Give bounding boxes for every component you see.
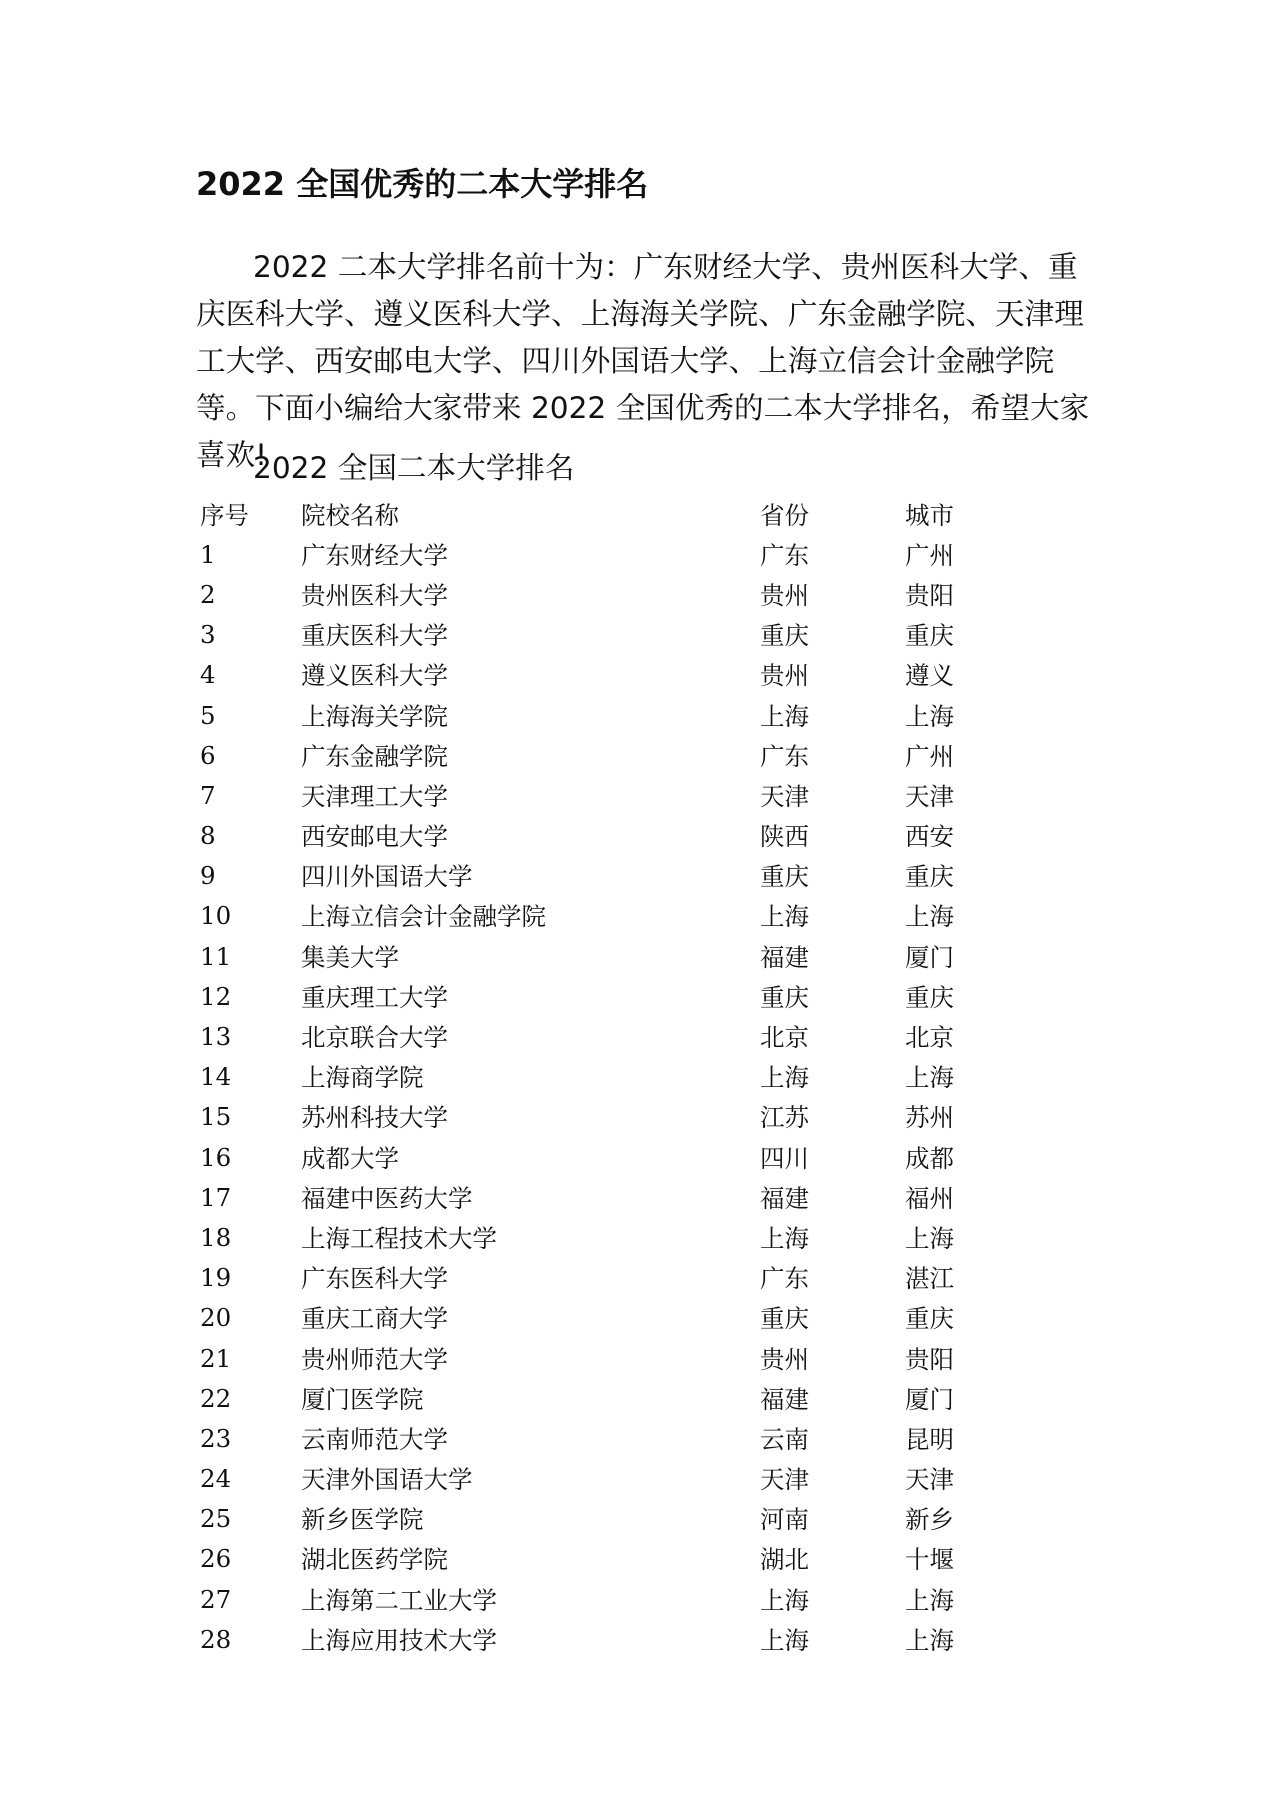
cell-rank: 1 [200,539,216,569]
table-row [200,615,1000,655]
header-cell-name: 院校名称 [301,500,399,530]
page-title: 2022 全国优秀的二本大学排名 [196,165,649,203]
cell-city: 昆明 [905,1424,954,1454]
cell-city: 上海 [905,1585,954,1615]
table-row [200,1499,1000,1539]
cell-university-name: 福建中医药大学 [301,1183,473,1213]
cell-city: 成都 [905,1143,954,1173]
cell-city: 遵义 [905,661,954,691]
cell-city: 天津 [905,1465,954,1495]
cell-province: 四川 [760,1143,809,1173]
cell-rank: 12 [200,981,232,1011]
cell-rank: 17 [200,1182,232,1212]
cell-province: 广东 [760,1264,809,1294]
cell-rank: 14 [200,1062,232,1092]
cell-city: 广州 [905,540,954,570]
cell-province: 上海 [760,902,809,932]
cell-city: 厦门 [905,1384,954,1414]
table-row [200,1539,1000,1579]
table-row [200,655,1000,695]
cell-university-name: 新乡医学院 [301,1505,424,1535]
cell-university-name: 贵州医科大学 [301,580,448,610]
cell-city: 贵阳 [905,1344,954,1374]
table-row [200,1217,1000,1257]
cell-university-name: 厦门医学院 [301,1384,424,1414]
table-row [200,1338,1000,1378]
cell-university-name: 广东财经大学 [301,540,448,570]
cell-university-name: 上海海关学院 [301,701,448,731]
cell-rank: 24 [200,1464,232,1494]
cell-university-name: 重庆医科大学 [301,621,448,651]
header-cell-city: 城市 [905,500,954,530]
table-row [200,1016,1000,1056]
cell-province: 陕西 [760,822,809,852]
cell-university-name: 上海应用技术大学 [301,1625,497,1655]
cell-province: 天津 [760,1465,809,1495]
cell-province: 江苏 [760,1103,809,1133]
cell-rank: 3 [200,620,216,650]
cell-university-name: 成都大学 [301,1143,399,1173]
cell-city: 十堰 [905,1545,954,1575]
cell-city: 重庆 [905,621,954,651]
cell-university-name: 湖北医药学院 [301,1545,448,1575]
cell-province: 福建 [760,942,809,972]
cell-province: 重庆 [760,621,809,651]
cell-university-name: 广东金融学院 [301,741,448,771]
cell-university-name: 上海第二工业大学 [301,1585,497,1615]
cell-province: 贵州 [760,1344,809,1374]
cell-rank: 7 [200,780,216,810]
cell-city: 上海 [905,1223,954,1253]
table-row [200,1177,1000,1217]
table-row [200,1057,1000,1097]
table-row [200,1298,1000,1338]
cell-province: 重庆 [760,1304,809,1334]
cell-rank: 2 [200,579,216,609]
cell-province: 贵州 [760,661,809,691]
cell-city: 福州 [905,1183,954,1213]
cell-university-name: 北京联合大学 [301,1023,448,1053]
cell-rank: 10 [200,901,232,931]
cell-province: 重庆 [760,982,809,1012]
cell-city: 厦门 [905,942,954,972]
intro-paragraph: 2022 二本大学排名前十为：广东财经大学、贵州医科大学、重庆医科大学、遵义医科大学、上海海关学院、广东金融学院、天津理工大学、西安邮电大学、四川外国语大学、上海立信会计金融学院等。下面小编给大家带来 2022 全国优秀的二本大学排名，希望大家喜欢! [196,250,1090,472]
cell-province: 上海 [760,1063,809,1093]
table-row [200,1137,1000,1177]
cell-university-name: 重庆理工大学 [301,982,448,1012]
cell-university-name: 四川外国语大学 [301,862,473,892]
cell-rank: 28 [200,1624,232,1654]
cell-city: 贵阳 [905,580,954,610]
cell-rank: 25 [200,1504,232,1534]
cell-rank: 8 [200,821,216,851]
cell-rank: 23 [200,1423,232,1453]
cell-city: 新乡 [905,1505,954,1535]
table-body [200,534,1000,1659]
table-title: 2022 全国二本大学排名 [253,451,575,485]
cell-city: 北京 [905,1023,954,1053]
table-row [200,816,1000,856]
table-row [200,856,1000,896]
cell-university-name: 广东医科大学 [301,1264,448,1294]
cell-rank: 27 [200,1584,232,1614]
header-cell-province: 省份 [760,500,809,530]
cell-university-name: 天津理工大学 [301,781,448,811]
cell-university-name: 云南师范大学 [301,1424,448,1454]
cell-province: 广东 [760,540,809,570]
cell-city: 重庆 [905,862,954,892]
table-row [200,1258,1000,1298]
ranking-table [200,494,1000,1659]
cell-province: 贵州 [760,580,809,610]
cell-province: 湖北 [760,1545,809,1575]
cell-university-name: 重庆工商大学 [301,1304,448,1334]
cell-university-name: 苏州科技大学 [301,1103,448,1133]
cell-rank: 21 [200,1343,232,1373]
table-row [200,695,1000,735]
cell-province: 福建 [760,1384,809,1414]
cell-rank: 18 [200,1222,232,1252]
cell-province: 上海 [760,701,809,731]
cell-rank: 19 [200,1263,232,1293]
cell-university-name: 遵义医科大学 [301,661,448,691]
cell-province: 北京 [760,1023,809,1053]
cell-rank: 15 [200,1102,232,1132]
table-row [200,1619,1000,1659]
table-row [200,896,1000,936]
cell-rank: 6 [200,740,216,770]
cell-rank: 4 [200,660,216,690]
cell-province: 重庆 [760,862,809,892]
cell-university-name: 上海商学院 [301,1063,424,1093]
cell-rank: 5 [200,700,216,730]
table-row [200,735,1000,775]
cell-rank: 9 [200,861,216,891]
table-row [200,1097,1000,1137]
table-row [200,775,1000,815]
cell-province: 广东 [760,741,809,771]
cell-province: 上海 [760,1625,809,1655]
cell-city: 广州 [905,741,954,771]
cell-city: 上海 [905,902,954,932]
cell-rank: 20 [200,1303,232,1333]
table-row [200,1459,1000,1499]
table-row [200,1579,1000,1619]
table-row [200,1418,1000,1458]
cell-rank: 16 [200,1142,232,1172]
cell-city: 上海 [905,701,954,731]
cell-province: 河南 [760,1505,809,1535]
table-row [200,936,1000,976]
cell-province: 上海 [760,1223,809,1253]
table-row [200,574,1000,614]
cell-province: 上海 [760,1585,809,1615]
cell-city: 西安 [905,822,954,852]
cell-university-name: 上海立信会计金融学院 [301,902,546,932]
cell-rank: 13 [200,1022,232,1052]
table-header-row [200,494,1000,534]
cell-rank: 11 [200,941,232,971]
cell-city: 苏州 [905,1103,954,1133]
table-row [200,976,1000,1016]
cell-city: 上海 [905,1625,954,1655]
cell-city: 天津 [905,781,954,811]
cell-province: 福建 [760,1183,809,1213]
cell-university-name: 上海工程技术大学 [301,1223,497,1253]
cell-university-name: 西安邮电大学 [301,822,448,852]
cell-rank: 22 [200,1383,232,1413]
cell-city: 湛江 [905,1264,954,1294]
cell-city: 重庆 [905,1304,954,1334]
cell-province: 天津 [760,781,809,811]
header-cell-no: 序号 [200,500,249,530]
cell-city: 重庆 [905,982,954,1012]
cell-university-name: 集美大学 [301,942,399,972]
cell-university-name: 天津外国语大学 [301,1465,473,1495]
cell-rank: 26 [200,1544,232,1574]
cell-city: 上海 [905,1063,954,1093]
cell-university-name: 贵州师范大学 [301,1344,448,1374]
cell-province: 云南 [760,1424,809,1454]
table-row [200,534,1000,574]
table-row [200,1378,1000,1418]
